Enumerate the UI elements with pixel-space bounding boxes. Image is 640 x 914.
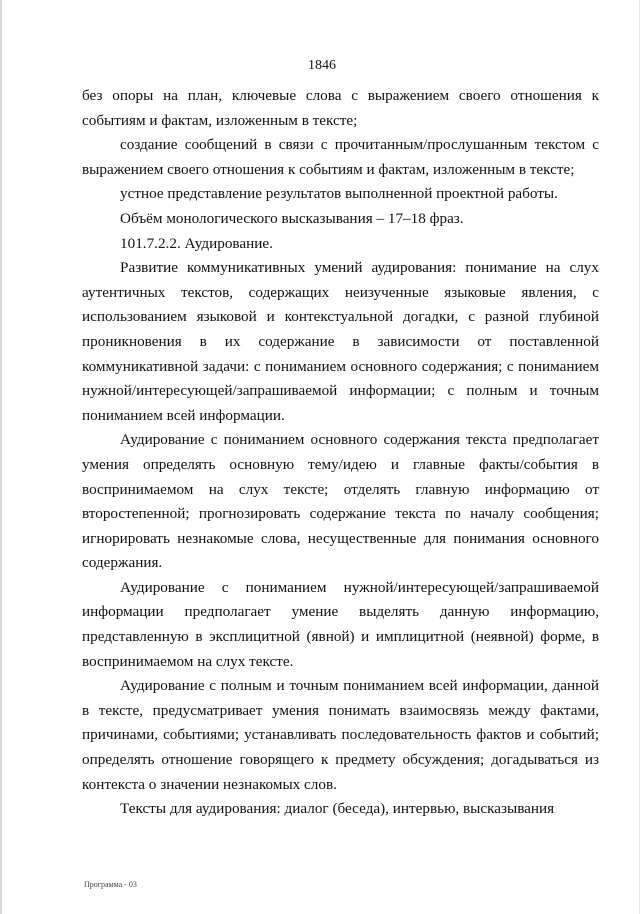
paragraph: Развитие коммуникативных умений аудирования: понимание на слух аутентичных текстов, содержащих неизученные языковые явления, с использованием языковой и контекстуальной догадки, с разной глубиной проникновения в их содержание в зависимости от поставленной коммуникативной задачи: с пониманием основного содержания; с пониманием нужной/интересующей/запрашиваемой информации; с полным и точным пониманием всей информации. [82,259,599,424]
paragraph: устное представление результатов выполненной проектной работы. [120,185,558,203]
paragraph: Аудирование с полным и точным пониманием всей информации, данной в тексте, предусматривает умения понимать взаимосвязь между фактами, причинами, событиями; устанавливать последовательность фактов и событий; определять отношение говорящего к предмету обсуждения; догадываться из контекста о значении незнакомых слов. [82,677,599,793]
paragraph: без опоры на план, ключевые слова с выражением своего отношения к событиям и фактам, изложенным в тексте; [82,87,599,129]
paragraph: создание сообщений в связи с прочитанным/прослушанным текстом с выражением своего отношения к событиям и фактам, изложенным в тексте; [82,136,599,178]
paragraph: Тексты для аудирования: диалог (беседа), интервью, высказывания [120,800,555,818]
page-number: 1846 [308,58,336,73]
footer-label: Программа - 03 [84,880,137,889]
paragraph: Аудирование с пониманием основного содержания текста предполагает умения определять основную тему/идею и главные факты/события в воспринимаемом на слух тексте; отделять главную информацию от второстепенной; прогнозировать содержание текста по началу сообщения; игнорировать незнакомые слова, несущественные для понимания основного содержания. [82,431,599,572]
body-text [82,84,599,822]
section-heading: 101.7.2.2. Аудирование. [120,234,273,252]
paragraph: Объём монологического высказывания – 17–18 фраз. [120,209,464,227]
paragraph: Аудирование с пониманием нужной/интересующей/запрашиваемой информации предполагает умение выделять данную информацию, представленную в эксплицитной (явной) и имплицитной (неявной) форме, в воспринимаемом на слух тексте. [82,578,599,670]
